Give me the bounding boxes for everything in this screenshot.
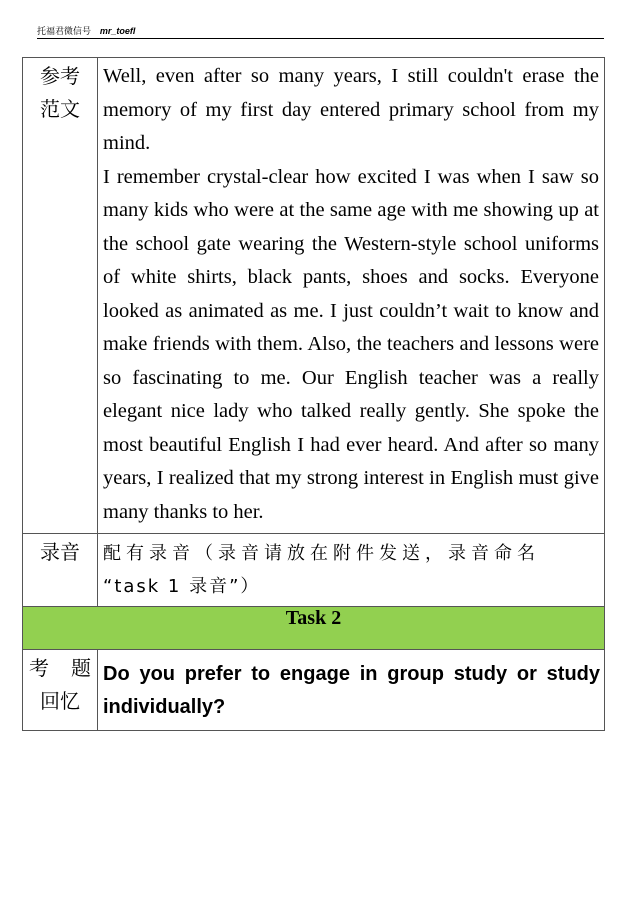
page-header: [37, 24, 135, 37]
account-label: 托福君微信号: [37, 27, 92, 37]
task-title: Task 2: [23, 607, 605, 650]
recording-instructions: [98, 534, 605, 607]
task-header-row: [23, 607, 605, 650]
question-text: Do you prefer to engage in group study or study individually?: [98, 650, 605, 731]
recording-label: 录音: [40, 540, 80, 564]
essay-row: [23, 58, 605, 534]
essay-label-line2: 范文: [40, 97, 80, 121]
essay-label-line1: 参考: [40, 64, 80, 88]
recording-filename: “task 1 录音”）: [103, 576, 261, 597]
question-label-cell: [23, 650, 98, 731]
essay-label-cell: [23, 58, 98, 534]
recording-label-cell: [23, 534, 98, 607]
content-table: [22, 57, 605, 731]
sample-essay: [98, 58, 605, 534]
question-label-line1: 考 题: [29, 656, 91, 680]
recording-row: [23, 534, 605, 607]
question-label-line2: 回忆: [40, 689, 80, 713]
recording-text: 配有录音（录音请放在附件发送，录音命名: [103, 543, 540, 564]
account-handle: mr_toefl: [99, 26, 136, 36]
essay-paragraph-2: I remember crystal-clear how excited I was when I saw so many kids who were at the same age with me showing up at the school gate wearing the Western-style school uniforms of white shirts, black pants, shoes and socks. Everyone looked as animated as me. I just couldn’t wait to know and make friends with them. Also, the teachers and lessons were so fascinating to me. Our English teacher was a really elegant nice lady who talked really gently. She spoke the most beautiful English I had ever heard. And after so many years, I realized that my strong interest in English must give many thanks to her.: [103, 165, 599, 523]
question-row: [23, 650, 605, 731]
essay-paragraph-1: Well, even after so many years, I still couldn't erase the memory of my first day entered primary school from my mind.: [103, 65, 599, 154]
header-rule: [37, 38, 604, 39]
